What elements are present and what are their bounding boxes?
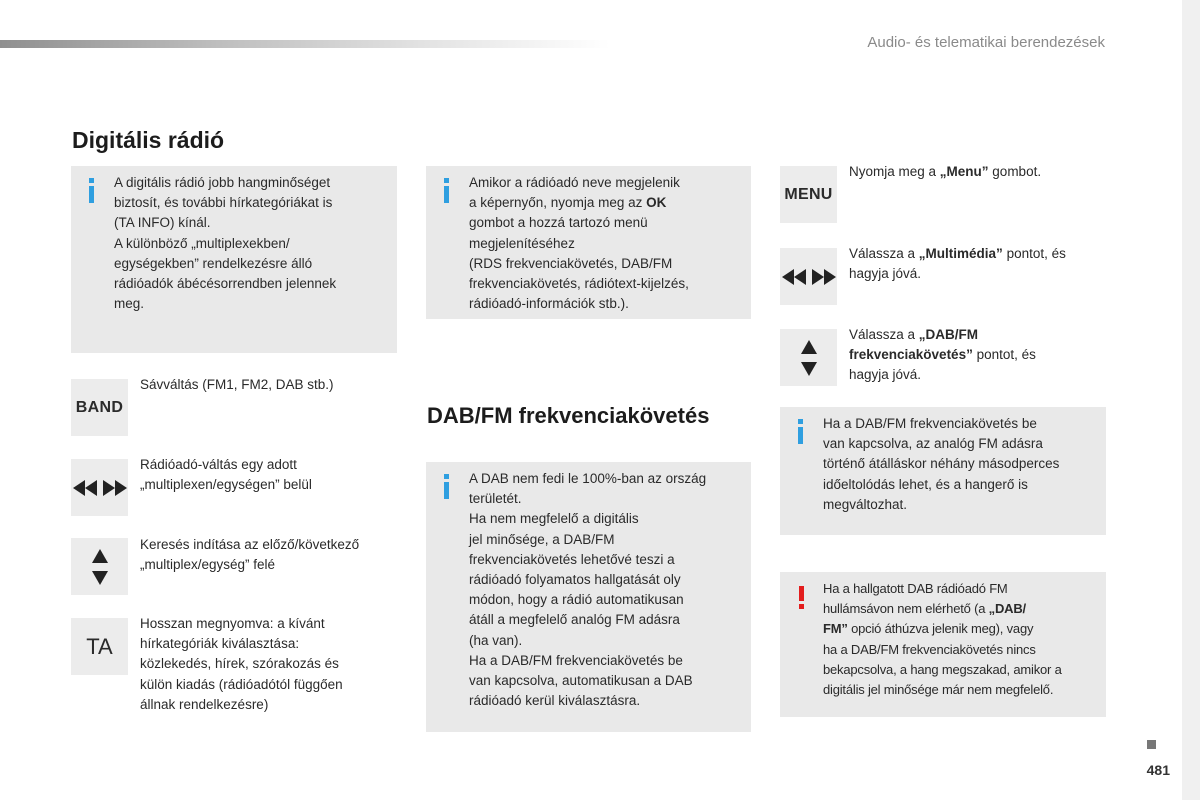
band-button-label: BAND — [75, 398, 124, 416]
seek-arrows-icon — [73, 480, 127, 496]
info-icon — [798, 419, 803, 444]
up-down-arrows-icon — [92, 549, 108, 585]
info-text-ok-button: Amikor a rádióadó neve megjelenik a képernyőn, nyomja meg az OK gombot a hozzá tartozó menü megjelenítéséhez (RDS frekvenciakövetés, DAB/FM frekvenciakövetés, rádiótext-kijelzés, rádióadó-információk stb.). — [469, 175, 689, 312]
menu-button-label: MENU — [784, 185, 833, 203]
info-icon — [89, 178, 94, 203]
up-down-arrows-icon — [801, 340, 817, 376]
warning-text-dab-unavailable: Ha a hallgatott DAB rádióadó FM hullámsávon nem elérhető (a „DAB/ FM” opció áthúzva jelenik meg), vagy ha a DAB/FM frekvenciakövetés nincs bekapcsolva, a hang megszakad, amikor a digitális jel minősége már nem megfelelő. — [823, 581, 1062, 698]
step3-text: Válassza a „DAB/FM frekvenciakövetés” pontot, és hagyja jóvá. — [849, 327, 1036, 383]
page-edge-strip — [1182, 0, 1200, 800]
step1-text: Nyomja meg a „Menu” gombot. — [849, 164, 1042, 179]
ta-button[interactable] — [71, 618, 128, 675]
warning-icon — [799, 586, 804, 609]
header-title: Audio- és telematikai berendezések — [867, 34, 1105, 51]
info-icon — [444, 474, 449, 499]
band-description: Sávváltás (FM1, FM2, DAB stb.) — [140, 377, 334, 392]
page-marker — [1147, 740, 1156, 749]
info-icon — [444, 178, 449, 203]
seek-button-step2[interactable] — [780, 248, 837, 305]
band-button[interactable] — [71, 379, 128, 436]
seek-description: Rádióadó-váltás egy adott „multiplexen/egységen” belül — [140, 457, 312, 493]
menu-button[interactable] — [780, 166, 837, 223]
header-gradient-bar — [0, 40, 610, 48]
up-down-button[interactable] — [71, 538, 128, 595]
info-text-time-shift: Ha a DAB/FM frekvenciakövetés be van kapcsolva, az analóg FM adásra történő átálláskor néhány másodperces időeltolódás lehet, és a hangerő is megváltozhat. — [823, 416, 1060, 512]
info-text-dab-coverage: A DAB nem fedi le 100%-ban az ország területét. Ha nem megfelelő a digitális jel minősége, a DAB/FM frekvenciakövetés lehetővé teszi a rádióadó folyamatos hallgatását oly módon, hogy a rádió automatikusan átáll a megfelelő analóg FM adásra (ha van). Ha a DAB/FM frekvenciakövetés be van kapcsolva, automatikusan a DAB rádióadó kerül kiválasztásra. — [469, 471, 707, 709]
step2-text: Válassza a „Multimédia” pontot, és hagyja jóvá. — [849, 246, 1066, 282]
page-number: 481 — [1146, 762, 1170, 778]
seek-arrows-icon — [782, 269, 836, 285]
seek-button[interactable] — [71, 459, 128, 516]
section-title-digital-radio: Digitális rádió — [72, 127, 225, 153]
info-text-digital-radio: A digitális rádió jobb hangminőséget biztosít, és további hírkategóriákat is (TA INFO) kínál. A különböző „multiplexekben/ egységekben” rendelkezésre álló rádióadók ábécésorrendben jelennek meg. — [114, 175, 337, 312]
ta-description: Hosszan megnyomva: a kívánt hírkategóriák kiválasztása: közlekedés, hírek, szórakozás és külön kiadás (rádióadótól függően állnak rendelkezésre) — [140, 616, 343, 712]
section-title-dab-fm: DAB/FM frekvenciakövetés — [427, 403, 710, 428]
up-down-button-step3[interactable] — [780, 329, 837, 386]
search-description: Keresés indítása az előző/következő „multiplex/egység” felé — [140, 537, 360, 573]
ta-button-label: TA — [86, 633, 113, 659]
